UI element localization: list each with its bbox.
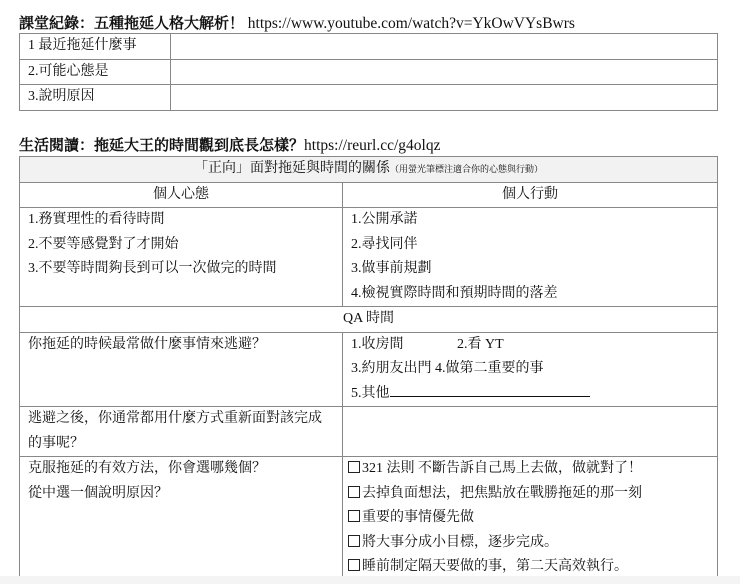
mindset-item: 3.不要等時間夠長到可以一次做完的時間: [28, 261, 277, 276]
checkbox[interactable]: [348, 535, 360, 547]
action-item: 4.檢視實際時間和預期時間的落差: [351, 285, 558, 301]
procrastination-table: [19, 156, 718, 581]
answer-cell[interactable]: [171, 85, 718, 111]
answer-cell[interactable]: [171, 34, 718, 60]
table-note: （用螢光筆標注適合你的心態與行動）: [389, 164, 543, 174]
youtube-link[interactable]: https://www.youtube.com/watch?v=YkOwVYsBwrs: [247, 15, 575, 32]
option: 1.收房間: [351, 336, 404, 352]
action-item: 3.做事前規劃: [351, 261, 432, 276]
row-label: 3.說明原因: [20, 85, 171, 111]
mindset-item: 1.務實理性的看待時間: [28, 212, 165, 227]
section1-heading: [19, 12, 575, 33]
row-label: 2.可能心態是: [20, 59, 171, 85]
method-option: 321 法則 不斷告訴自己馬上去做，做就對了！: [362, 461, 642, 476]
table-row: [20, 34, 718, 60]
mindset-item: 2.不要等感覺對了才開始: [28, 236, 179, 252]
question-3-line: 克服拖延的有效方法，你會選哪幾個？: [28, 461, 266, 476]
section2-heading: [19, 134, 440, 155]
method-option: 將大事分成小目標，逐步完成。: [362, 534, 558, 550]
question-3-options: [343, 457, 718, 581]
checkbox[interactable]: [348, 559, 360, 571]
question-3-line: 從中選一個說明原因？: [28, 485, 168, 501]
reurl-link[interactable]: https://reurl.cc/g4olqz: [304, 137, 441, 154]
option: 3.約朋友出門: [351, 361, 432, 376]
table-row: [20, 59, 718, 85]
table-title-cell: [20, 157, 718, 183]
option: 4.做第二重要的事: [435, 361, 544, 376]
class-record-table: [19, 33, 718, 111]
option: 5.其他: [351, 385, 390, 401]
section2-title: 生活閱讀：拖延大王的時間觀到底長怎樣？: [19, 138, 305, 154]
checkbox[interactable]: [348, 510, 360, 522]
question-2-answer[interactable]: [343, 407, 718, 457]
table-row: [20, 85, 718, 111]
mindset-list: [20, 208, 343, 307]
col-header-mindset: 個人心態: [20, 182, 343, 208]
answer-cell[interactable]: [171, 59, 718, 85]
question-2: 逃避之後，你通常都用什麼方式重新面對該完成的事呢？: [20, 407, 343, 457]
action-item: 2.尋找同伴: [351, 236, 418, 252]
question-1: 你拖延的時候最常做什麼事情來逃避？: [20, 332, 343, 407]
method-option: 睡前制定隔天要做的事，第二天高效執行。: [362, 559, 628, 574]
checkbox[interactable]: [348, 486, 360, 498]
qa-title: QA 時間: [20, 307, 718, 333]
method-option: 重要的事情優先做: [362, 510, 474, 525]
action-item: 1.公開承諾: [351, 212, 418, 227]
checkbox[interactable]: [348, 461, 360, 473]
col-header-action: 個人行動: [343, 182, 718, 208]
other-answer-blank[interactable]: [390, 382, 590, 397]
table-title: 「正向」面對拖延與時間的關係: [193, 161, 390, 176]
method-option: 去掉負面想法，把焦點放在戰勝拖延的那一刻: [362, 485, 642, 501]
row-label: 1 最近拖延什麼事: [20, 34, 171, 60]
question-3: [20, 457, 343, 581]
page-bottom-strip: [0, 576, 740, 584]
question-1-options: [343, 332, 718, 407]
section1-title: 課堂紀錄：五種拖延人格大解析！: [19, 16, 245, 32]
option: 2.看 YT: [457, 336, 504, 352]
action-list: [343, 208, 718, 307]
